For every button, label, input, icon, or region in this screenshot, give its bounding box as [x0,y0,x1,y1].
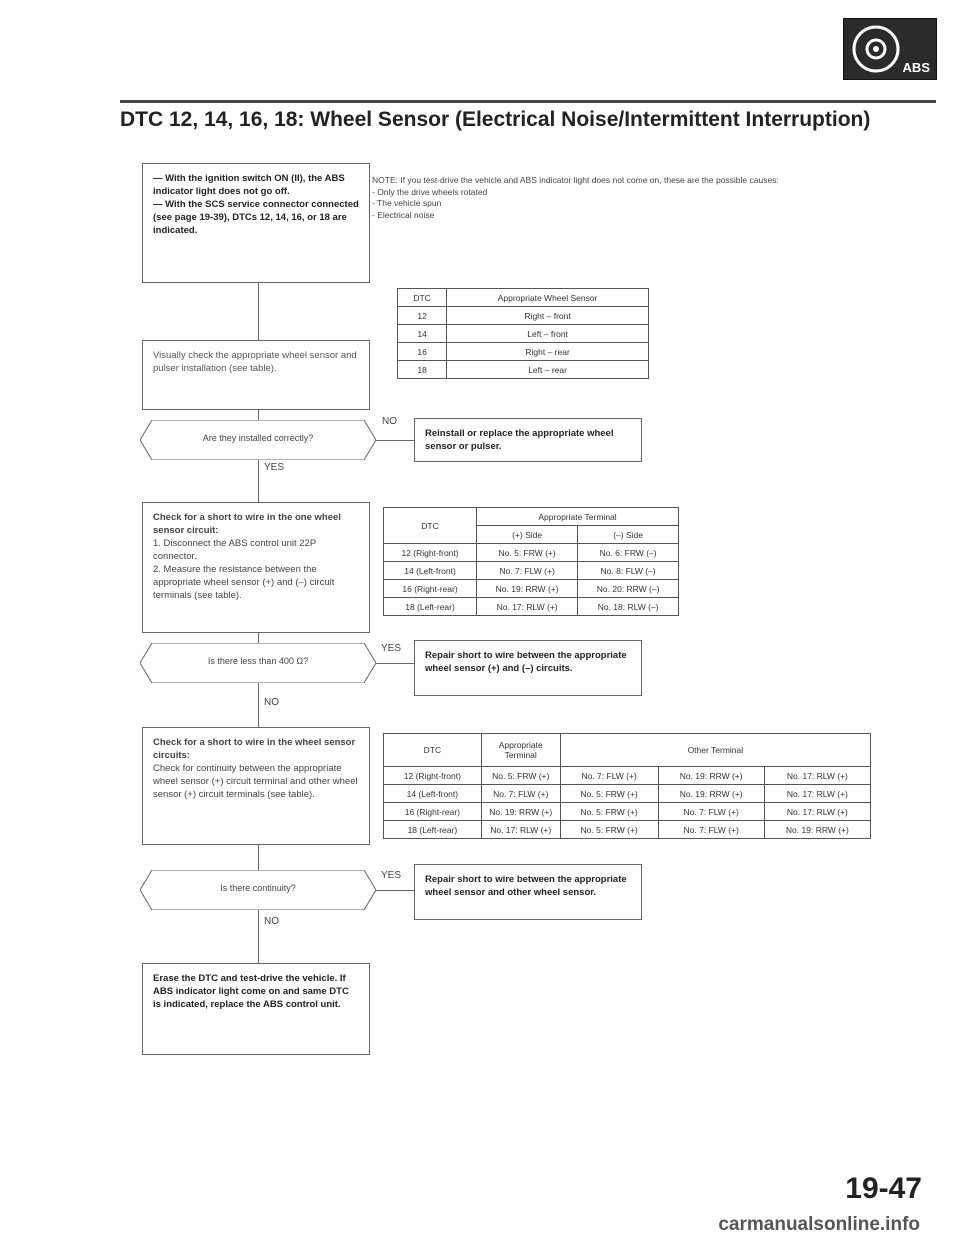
connector [258,283,259,340]
table1-header-dtc: DTC [398,289,447,307]
visual-check-box [142,340,370,410]
cell: No. 19: RRW (+) [658,785,764,803]
other-terminal-table [383,733,871,839]
table-row [384,544,679,562]
cell: 14 [398,325,447,343]
cell: No. 19: RRW (+) [481,803,560,821]
cell: No. 5: FRW (+) [477,544,578,562]
cell: No. 5: FRW (+) [560,821,658,839]
footer-watermark: carmanualsonline.info [718,1214,920,1235]
note-item: - Only the drive wheels rotated [372,186,488,197]
note [372,175,852,221]
no-label: NO [382,416,397,427]
short-check-heading: Check for a short to wire in the one wheel sensor circuit: [153,512,341,536]
continuity-check-heading: Check for a short to wire in the wheel sensor circuits: [153,737,356,761]
decision-installed-text: Are they installed correctly? [202,433,314,443]
connector [376,440,414,441]
cell: 18 [398,361,447,379]
table-row [384,821,871,839]
table3-header-dtc: DTC [384,734,482,767]
no-label: NO [264,697,279,708]
repair-short-other-action-box [414,864,642,920]
cell: No. 5: FRW (+) [560,803,658,821]
repair-short-action-text: Repair short to wire between the appropriate wheel sensor (+) and (–) circuits. [425,650,627,674]
decision-continuity [140,870,376,910]
cell: No. 7: FLW (+) [658,803,764,821]
visual-check-text: Visually check the appropriate wheel sensor and pulser installation (see table). [153,350,357,374]
table-row [384,767,871,785]
note-item: - Electrical noise [372,209,435,220]
brake-disc-icon [848,21,908,77]
cell: No. 17: RLW (+) [477,598,578,616]
short-check-step: 2. Measure the resistance between the appropriate wheel sensor (+) and (–) circuit terminals (see table). [153,564,335,601]
cell: No. 8: FLW (–) [578,562,679,580]
cell: 12 (Right-front) [384,544,477,562]
cell: No. 17: RLW (+) [764,767,870,785]
cell: No. 7: FLW (+) [560,767,658,785]
table1-header-sensor: Appropriate Wheel Sensor [447,289,649,307]
cell: No. 17: RLW (+) [764,785,870,803]
connector [258,845,259,870]
cell: No. 19: RRW (+) [477,580,578,598]
table-row [384,580,679,598]
connector [258,910,259,963]
decision-installed [140,420,376,460]
cell: No. 17: RLW (+) [764,803,870,821]
decision-resistance [140,643,376,683]
table3-header-other: Other Terminal [560,734,870,767]
connector [376,890,414,891]
logo-text: ABS [902,60,930,75]
table-row [398,343,649,361]
short-check-box [142,502,370,633]
start-condition-2: — With the SCS service connector connected (see page 19-39), DTCs 12, 14, 16, or 18 are indicated. [153,199,359,236]
yes-label: YES [381,643,402,654]
table-row [398,325,649,343]
final-step-box [142,963,370,1055]
start-condition-1: — With the ignition switch ON (II), the ABS indicator light does not go off. [153,173,345,197]
table3-header-appropriate: Appropriate Terminal [481,734,560,767]
reinstall-action-text: Reinstall or replace the appropriate wheel sensor or pulser. [425,428,614,452]
yes-label: YES [264,462,285,473]
table-row [398,307,649,325]
connector [258,410,259,420]
connector [258,633,259,643]
decision-resistance-text: Is there less than 400 Ω? [207,656,309,666]
no-label: NO [264,916,279,927]
connector [258,460,259,502]
table-row [384,803,871,821]
table-row [384,785,871,803]
cell: No. 18: RLW (–) [578,598,679,616]
cell: No. 19: RRW (+) [764,821,870,839]
cell: 12 (Right-front) [384,767,482,785]
cell: No. 7: FLW (+) [658,821,764,839]
note-text: NOTE: If you test-drive the vehicle and ABS indicator light does not come on, these are the possible causes: [372,175,779,185]
cell: 18 (Left-rear) [384,598,477,616]
short-check-step: 1. Disconnect the ABS control unit 22P connector. [153,538,317,562]
cell: No. 6: FRW (–) [578,544,679,562]
wheel-sensor-table [397,288,649,379]
table-row [398,361,649,379]
cell: Left – front [447,325,649,343]
repair-short-other-action-text: Repair short to wire between the appropriate wheel sensor and other wheel sensor. [425,874,627,898]
table2-header-plus: (+) Side [477,526,578,544]
connector [376,663,414,664]
decision-continuity-text: Is there continuity? [220,883,296,893]
cell: No. 5: FRW (+) [560,785,658,803]
note-item: - The vehicle spun [372,198,442,208]
cell: Right – front [447,307,649,325]
cell: No. 5: FRW (+) [481,767,560,785]
cell: 14 (Left-front) [384,785,482,803]
abs-logo [843,18,937,80]
cell: No. 19: RRW (+) [658,767,764,785]
table2-header-group: Appropriate Terminal [477,508,679,526]
page-number: 19-47 [845,1172,922,1205]
cell: 16 (Right-rear) [384,580,477,598]
table-row [384,598,679,616]
cell: No. 17: RLW (+) [481,821,560,839]
final-step-text: Erase the DTC and test-drive the vehicle. If ABS indicator light come on and same DTC is indicated, replace the ABS control unit. [153,973,349,1010]
cell: 14 (Left-front) [384,562,477,580]
terminal-table [383,507,679,616]
start-condition-box [142,163,370,283]
cell: Left – rear [447,361,649,379]
yes-label: YES [381,870,402,881]
continuity-check-body: Check for continuity between the appropriate wheel sensor (+) circuit terminal and other wheel sensor (+) circuit terminals (see table). [153,763,358,800]
connector [258,683,259,727]
page-title: DTC 12, 14, 16, 18: Wheel Sensor (Electrical Noise/Intermittent Interruption) [120,108,871,131]
continuity-check-box [142,727,370,845]
cell: 12 [398,307,447,325]
cell: No. 7: FLW (+) [477,562,578,580]
header-rule [120,100,936,103]
cell: No. 7: FLW (+) [481,785,560,803]
cell: 16 (Right-rear) [384,803,482,821]
repair-short-action-box [414,640,642,696]
table-row [384,562,679,580]
cell: 16 [398,343,447,361]
table2-header-minus: (–) Side [578,526,679,544]
table2-header-dtc: DTC [384,508,477,544]
reinstall-action-box [414,418,642,462]
cell: Right – rear [447,343,649,361]
cell: No. 20: RRW (–) [578,580,679,598]
cell: 18 (Left-rear) [384,821,482,839]
